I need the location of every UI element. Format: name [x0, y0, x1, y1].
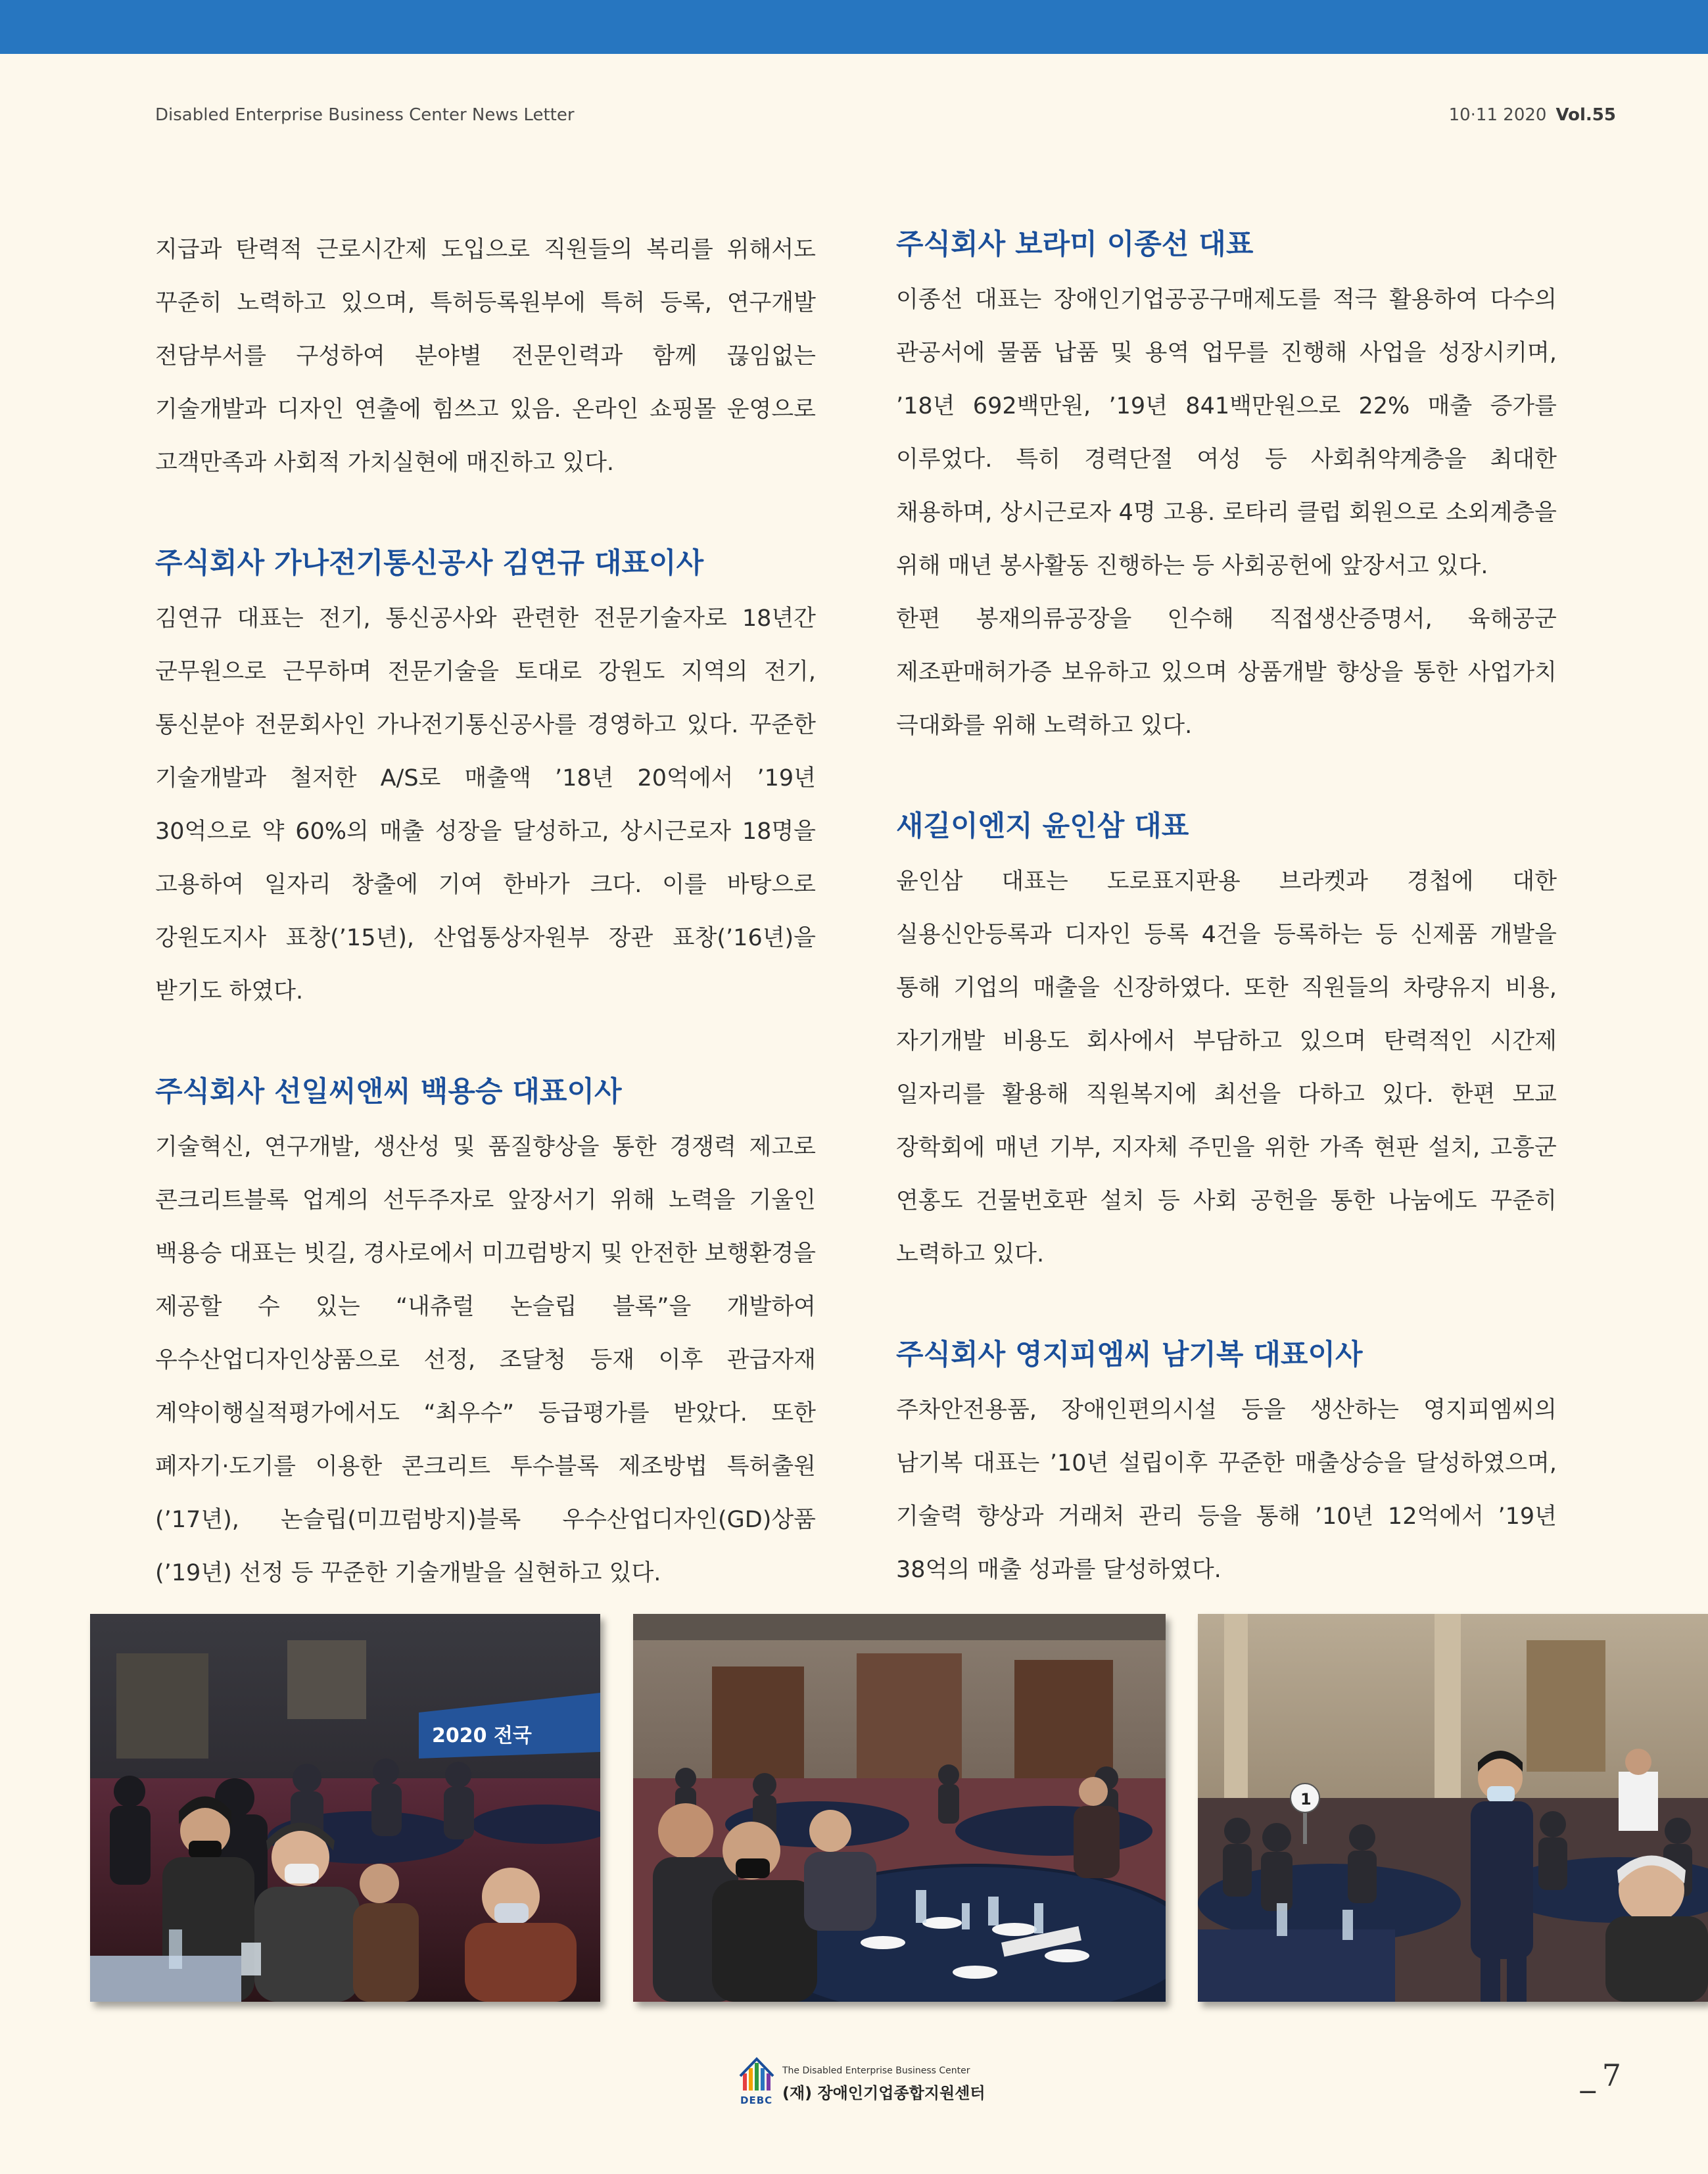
event-photo-2 [633, 1614, 1166, 2002]
section-paragraph: 김연규 대표는 전기, 통신공사와 관련한 전문기술자로 18년간 군무원으로 근무하며 전문기술을 토대로 강원도 지역의 전기, 통신분야 전문회사인 가나전기통신공사를 경영하고 있다. 꾸준한 기술개발과 철저한 A/S로 매출액 ’18년 20억에서 ’19년 30억으로 약 60%의 매출 성장을 달성하고, 상시근로자 18명을 고용하여 일자리 창출에 기여 한바가 크다. 이를 바탕으로 강원도지사 표창(’15년), 산업통상자원부 장관 표창(’16년)을 받기도 하였다. [155, 605, 816, 1004]
org-name-kr: (재) 장애인기업종합지원센터 [782, 2084, 985, 2102]
article-section [155, 1071, 816, 1600]
top-color-bar [0, 0, 1708, 54]
article-section [896, 224, 1557, 753]
section-paragraph: 기술혁신, 연구개발, 생산성 및 품질향상을 통한 경쟁력 제고로 콘크리트블록 업계의 선두주자로 앞장서기 위해 노력을 기울인 백용승 대표는 빗길, 경사로에서 미끄럼방지 및 안전한 보행환경을 제공할 수 있는 “내츄럴 논슬립 블록”을 개발하여 우수산업디자인상품으로 선정, 조달청 등재 이후 관급자재 계약이행실적평가에서도 “최우수” 등급평가를 받았다. 또한 폐자기·도기를 이용한 콘크리트 투수블록 제조방법 특허출원(’17년), 논슬립(미끄럼방지)블록 우수산업디자인(GD)상품(’19년) 선정 등 꾸준한 기술개발을 실현하고 있다. [155, 1134, 816, 1586]
page-number-dash: _ [1580, 2058, 1596, 2093]
event-photo-1 [90, 1614, 600, 2002]
article-section [896, 805, 1557, 1281]
page-number-value: 7 [1601, 2058, 1621, 2093]
left-column [155, 224, 816, 1653]
section-paragraph: 주차안전용품, 장애인편의시설 등을 생산하는 영지피엠씨의 남기복 대표는 ’10년 설립이후 꾸준한 매출상승을 달성하였으며, 기술력 향상과 거래처 관리 등을 통해 ’10년 12억에서 ’19년 38억의 매출 성과를 달성하였다. [896, 1397, 1557, 1583]
section-heading: 주식회사 가나전기통신공사 김연규 대표이사 [155, 547, 704, 580]
volume-label: Vol.55 [1555, 105, 1616, 125]
section-heading: 주식회사 선일씨앤씨 백용승 대표이사 [155, 1075, 622, 1108]
section-heading: 주식회사 보라미 이종선 대표 [896, 228, 1254, 261]
intro-paragraph: 지급과 탄력적 근로시간제 도입으로 직원들의 복리를 위해서도 꾸준히 노력하고 있으며, 특허등록원부에 특허 등록, 연구개발 전담부서를 구성하여 분야별 전문인력과 함께 끊임없는 기술개발과 디자인 연출에 힘쓰고 있음. 온라인 쇼핑몰 운영으로 고객만족과 사회적 가치실현에 매진하고 있다. [155, 237, 816, 476]
event-photo-3 [1198, 1614, 1708, 2002]
issue-date: 10·11 2020 [1448, 105, 1547, 125]
issue-info [1449, 105, 1616, 125]
article-section [155, 542, 816, 1018]
section-paragraph: 이종선 대표는 장애인기업공공구매제도를 적극 활용하여 다수의 관공서에 물품 납품 및 용역 업무를 진행해 사업을 성장시키며, ’18년 692백만원, ’19년 841백만원으로 22% 매출 증가를 이루었다. 특히 경력단절 여성 등 사회취약계층을 최대한 채용하며, 상시근로자 4명 고용. 로타리 클럽 회원으로 소외계층을 위해 매년 봉사활동 진행하는 등 사회공헌에 앞장서고 있다. [896, 287, 1557, 579]
org-name-en: The Disabled Enterprise Business Center [782, 2066, 970, 2076]
org-logo-mark-icon [738, 2056, 777, 2096]
intro-block [155, 224, 816, 490]
org-logo [738, 2056, 985, 2109]
article-section [896, 1334, 1557, 1597]
section-heading: 주식회사 영지피엠씨 남기복 대표이사 [896, 1338, 1363, 1371]
right-column [896, 224, 1557, 1649]
newsletter-title: Disabled Enterprise Business Center News Letter [155, 105, 575, 125]
section-heading: 새길이엔지 윤인삼 대표 [896, 810, 1189, 843]
section-paragraph: 한편 봉재의류공장을 인수해 직접생산증명서, 육해공군 제조판매허가증 보유하고 있으며 상품개발 향상을 통한 사업가치 극대화를 위해 노력하고 있다. [896, 606, 1557, 739]
event-photo-2-illustration [633, 1614, 1166, 2002]
event-photo-3-illustration [1198, 1614, 1708, 2002]
section-paragraph: 윤인삼 대표는 도로표지판용 브라켓과 경첩에 대한 실용신안등록과 디자인 등록 4건을 등록하는 등 신제품 개발을 통해 기업의 매출을 신장하였다. 또한 직원들의 차량유지 비용, 자기개발 비용도 회사에서 부담하고 있으며 탄력적인 시간제 일자리를 활용해 직원복지에 최선을 다하고 있다. 한편 모교 장학회에 매년 기부, 지자체 주민을 위한 가족 현판 설치, 고흥군 연홍도 건물번호판 설치 등 사회 공헌을 통한 나눔에도 꾸준히 노력하고 있다. [896, 868, 1557, 1267]
banner-text: 2020 전국 [432, 1724, 532, 1747]
page-number [1580, 2058, 1621, 2093]
event-photo-1-illustration [90, 1614, 600, 2002]
table-number: 1 [1300, 1790, 1312, 1808]
org-abbr: DEBC [740, 2094, 773, 2106]
